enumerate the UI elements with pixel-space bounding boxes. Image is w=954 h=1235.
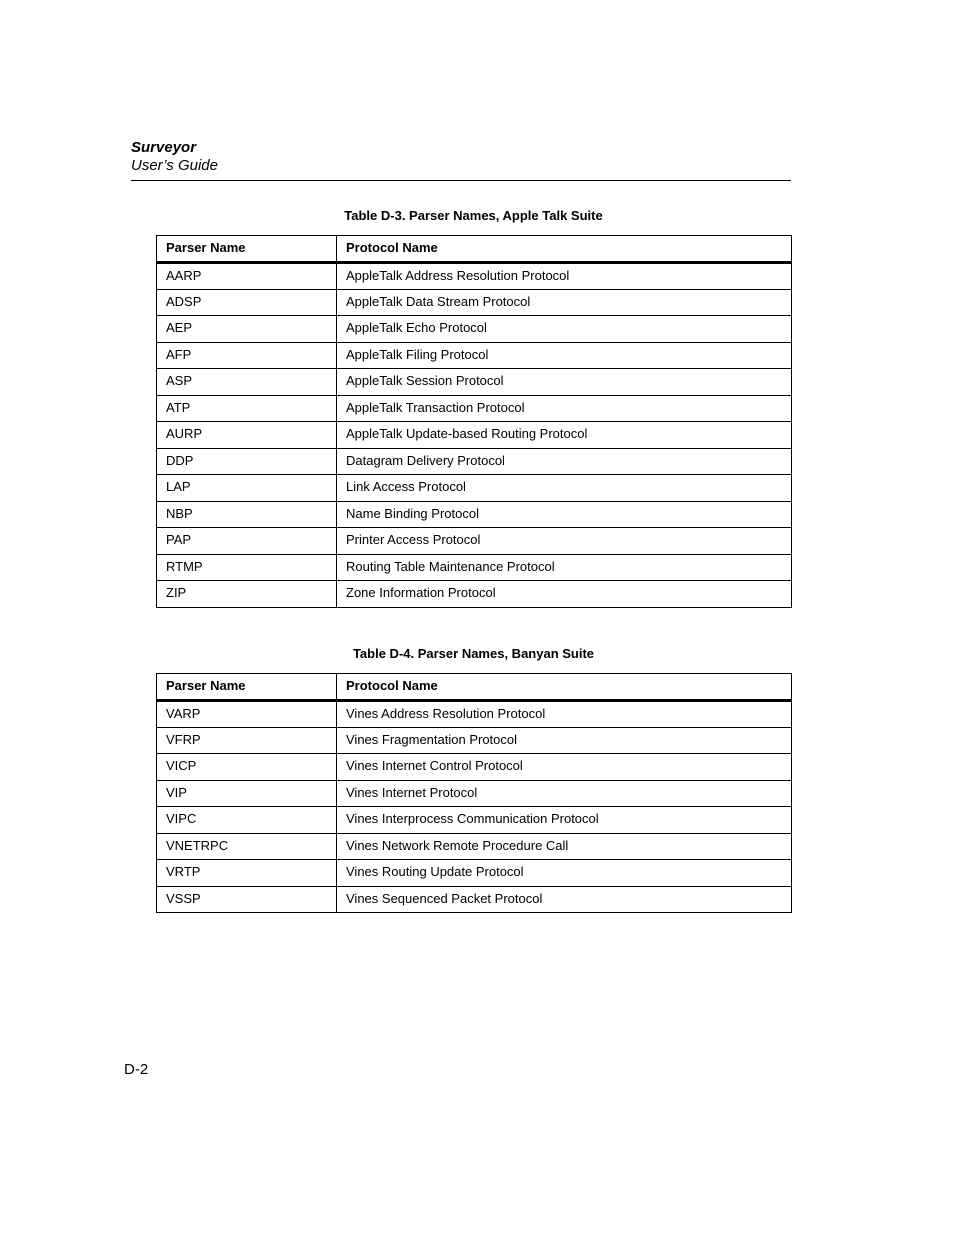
cell-protocol-name: AppleTalk Echo Protocol	[337, 316, 792, 343]
table-header-row	[157, 236, 792, 263]
table-row	[157, 369, 792, 396]
cell-parser-name: LAP	[157, 475, 337, 502]
table-row	[157, 860, 792, 887]
table-row	[157, 833, 792, 860]
cell-parser-name: VFRP	[157, 727, 337, 754]
table-row	[157, 701, 792, 728]
cell-parser-name: VRTP	[157, 860, 337, 887]
table-row	[157, 316, 792, 343]
header-subtitle: User’s Guide	[131, 157, 218, 174]
cell-protocol-name: Vines Fragmentation Protocol	[337, 727, 792, 754]
cell-parser-name: AEP	[157, 316, 337, 343]
cell-protocol-name: Vines Interprocess Communication Protocol	[337, 807, 792, 834]
header-title: Surveyor	[131, 139, 197, 156]
table-row	[157, 581, 792, 608]
cell-parser-name: VIP	[157, 780, 337, 807]
cell-parser-name: PAP	[157, 528, 337, 555]
cell-protocol-name: AppleTalk Update-based Routing Protocol	[337, 422, 792, 449]
table-row	[157, 886, 792, 913]
cell-protocol-name: Zone Information Protocol	[337, 581, 792, 608]
column-header-protocol-name: Protocol Name	[337, 674, 792, 701]
cell-parser-name: VNETRPC	[157, 833, 337, 860]
table-row	[157, 754, 792, 781]
column-header-protocol-name: Protocol Name	[337, 236, 792, 263]
cell-protocol-name: AppleTalk Session Protocol	[337, 369, 792, 396]
column-header-parser-name: Parser Name	[157, 236, 337, 263]
cell-parser-name: VSSP	[157, 886, 337, 913]
cell-parser-name: ZIP	[157, 581, 337, 608]
table-row	[157, 289, 792, 316]
cell-parser-name: AFP	[157, 342, 337, 369]
cell-parser-name: NBP	[157, 501, 337, 528]
table-row	[157, 554, 792, 581]
table-row	[157, 475, 792, 502]
table-d4-caption: Table D-4. Parser Names, Banyan Suite	[352, 646, 595, 661]
cell-parser-name: DDP	[157, 448, 337, 475]
cell-protocol-name: Printer Access Protocol	[337, 528, 792, 555]
cell-protocol-name: Name Binding Protocol	[337, 501, 792, 528]
table-row	[157, 807, 792, 834]
cell-parser-name: ASP	[157, 369, 337, 396]
cell-protocol-name: Vines Sequenced Packet Protocol	[337, 886, 792, 913]
table-row	[157, 342, 792, 369]
cell-parser-name: AARP	[157, 263, 337, 290]
cell-parser-name: RTMP	[157, 554, 337, 581]
table-row	[157, 780, 792, 807]
cell-protocol-name: AppleTalk Address Resolution Protocol	[337, 263, 792, 290]
table-row	[157, 422, 792, 449]
cell-parser-name: AURP	[157, 422, 337, 449]
cell-protocol-name: Link Access Protocol	[337, 475, 792, 502]
table-row	[157, 263, 792, 290]
table-row	[157, 501, 792, 528]
table-row	[157, 528, 792, 555]
cell-parser-name: VIPC	[157, 807, 337, 834]
cell-protocol-name: Vines Address Resolution Protocol	[337, 701, 792, 728]
cell-parser-name: VARP	[157, 701, 337, 728]
cell-protocol-name: AppleTalk Data Stream Protocol	[337, 289, 792, 316]
cell-protocol-name: Datagram Delivery Protocol	[337, 448, 792, 475]
cell-protocol-name: Routing Table Maintenance Protocol	[337, 554, 792, 581]
cell-protocol-name: AppleTalk Transaction Protocol	[337, 395, 792, 422]
cell-protocol-name: Vines Routing Update Protocol	[337, 860, 792, 887]
cell-protocol-name: Vines Internet Control Protocol	[337, 754, 792, 781]
table-header-row	[157, 674, 792, 701]
page-number: D-2	[124, 1061, 149, 1078]
cell-parser-name: ADSP	[157, 289, 337, 316]
cell-protocol-name: AppleTalk Filing Protocol	[337, 342, 792, 369]
table-row	[157, 727, 792, 754]
table-d3	[156, 235, 792, 608]
header-divider	[131, 180, 791, 181]
table-row	[157, 395, 792, 422]
table-row	[157, 448, 792, 475]
table-d4	[156, 673, 792, 913]
cell-protocol-name: Vines Network Remote Procedure Call	[337, 833, 792, 860]
cell-parser-name: VICP	[157, 754, 337, 781]
running-header	[131, 138, 791, 175]
cell-parser-name: ATP	[157, 395, 337, 422]
column-header-parser-name: Parser Name	[157, 674, 337, 701]
cell-protocol-name: Vines Internet Protocol	[337, 780, 792, 807]
table-d3-caption: Table D-3. Parser Names, Apple Talk Suite	[344, 208, 603, 223]
